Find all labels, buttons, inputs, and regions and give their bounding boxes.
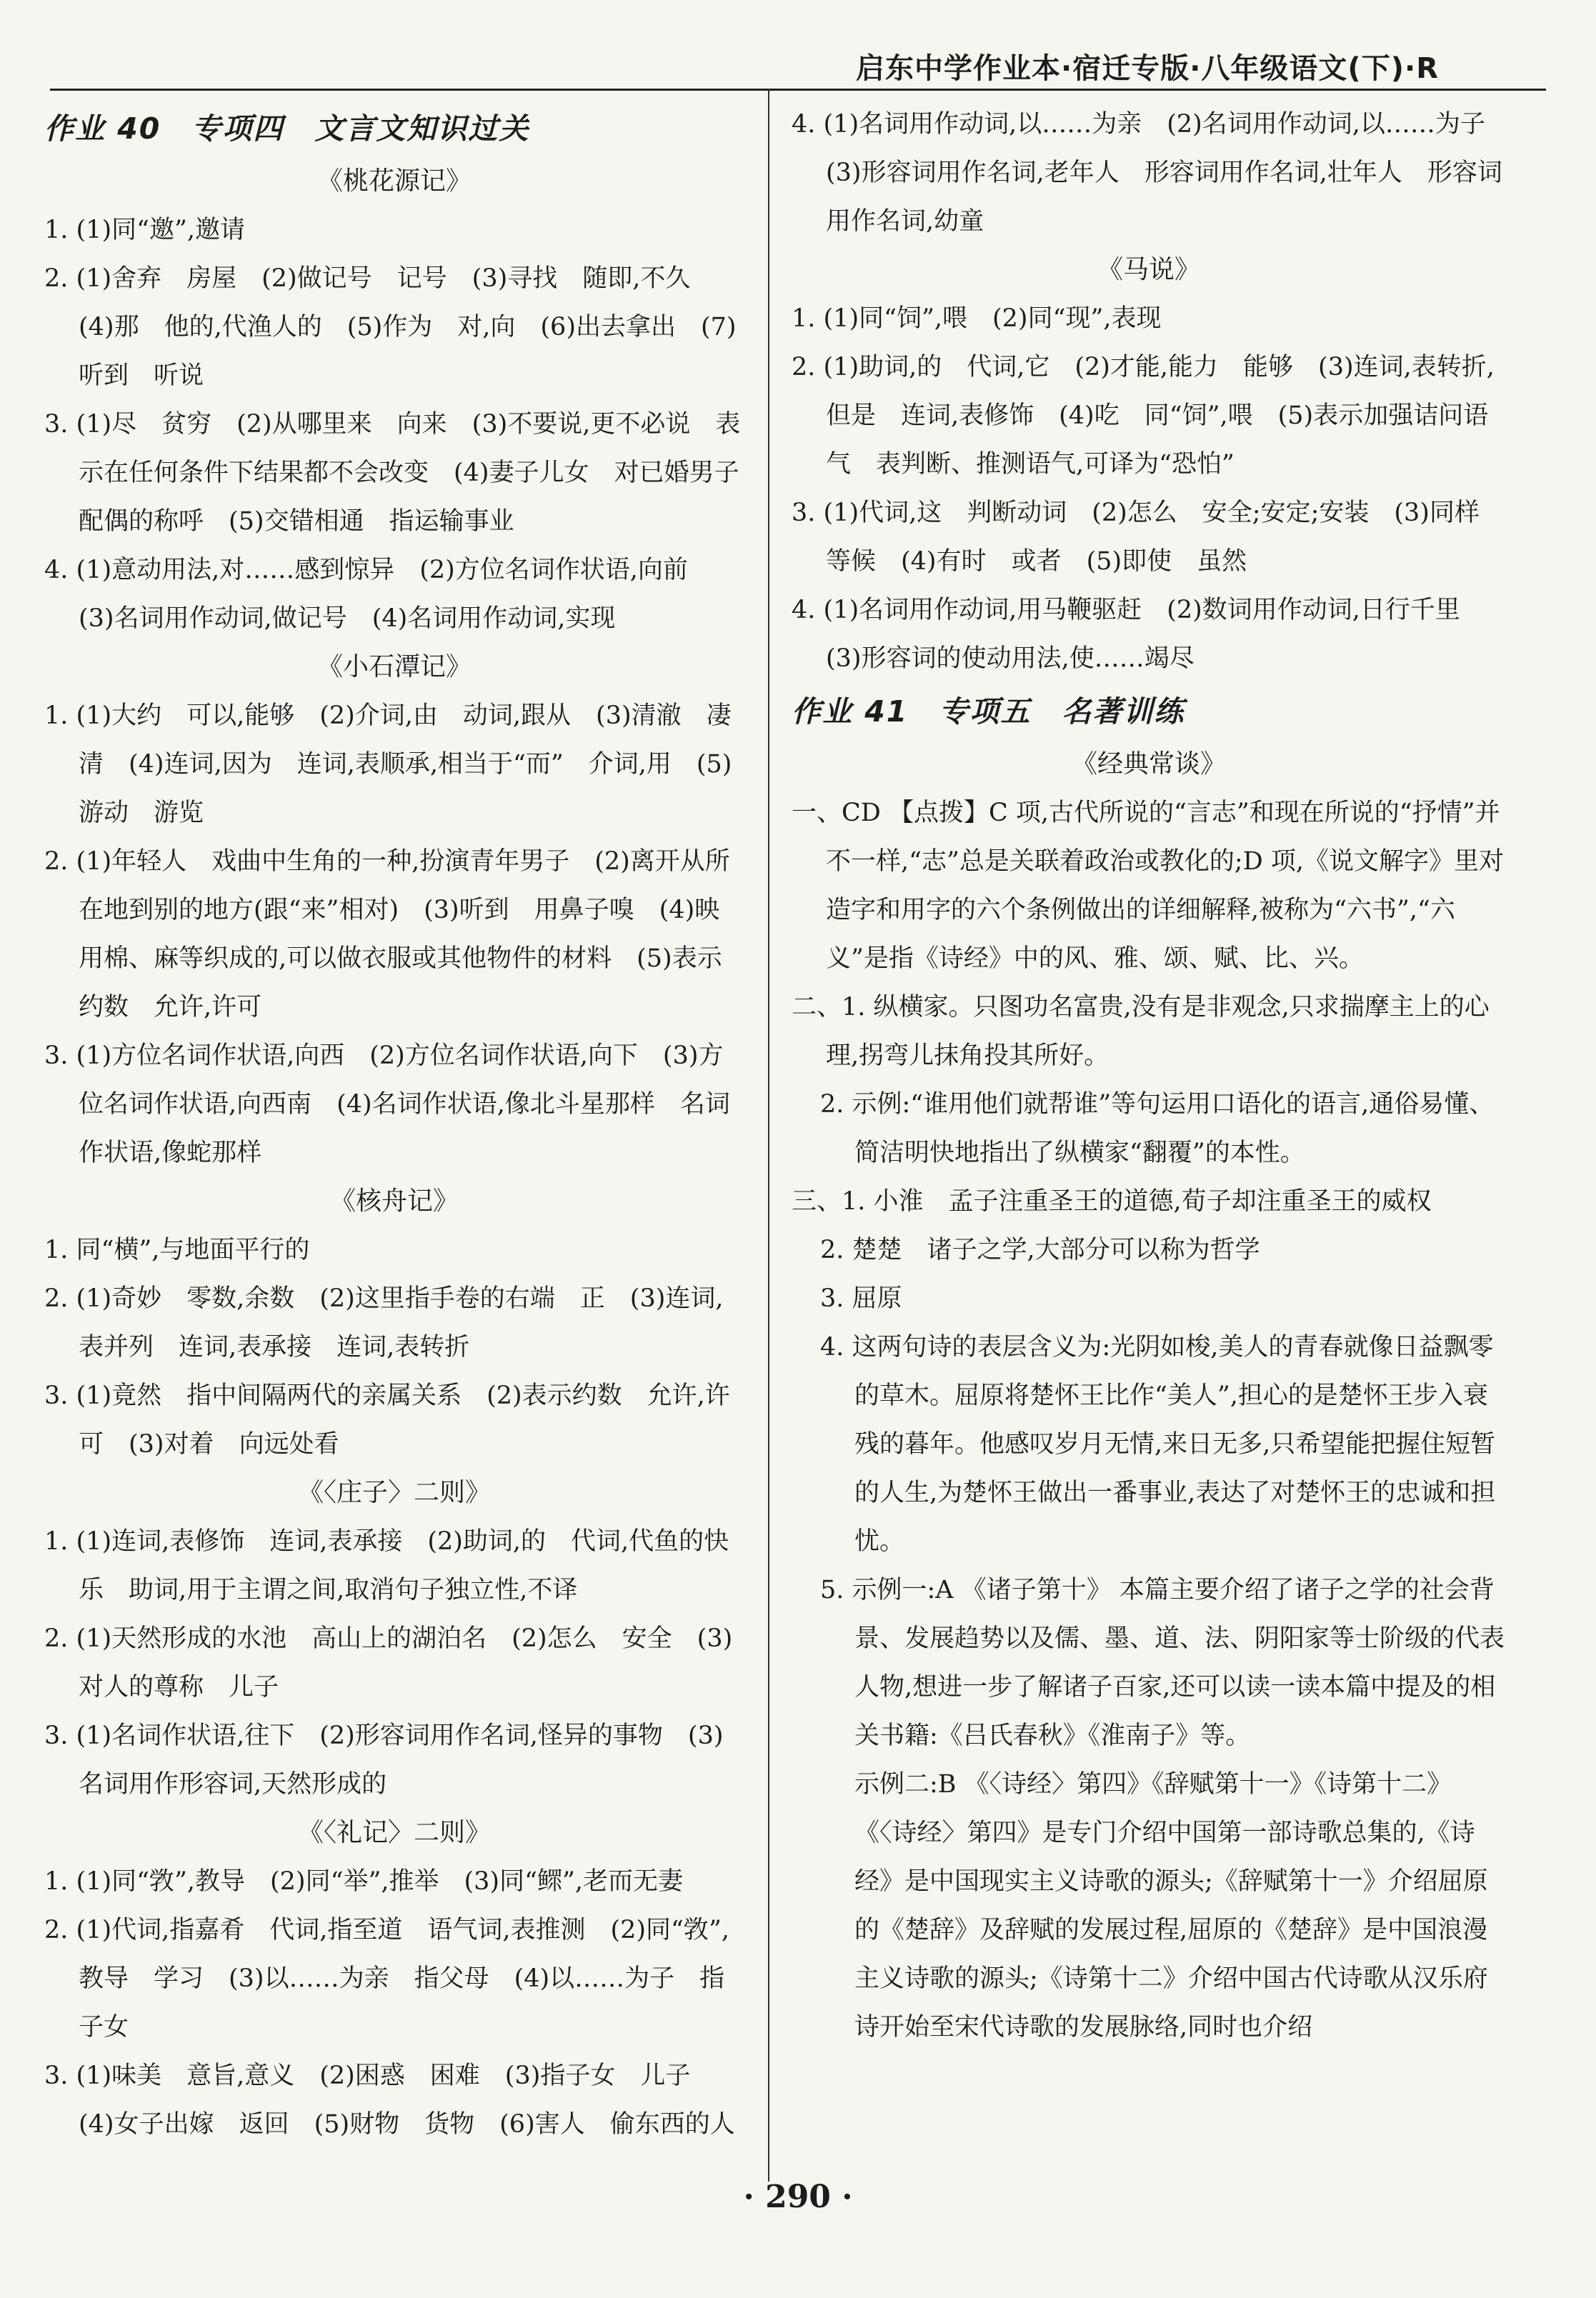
answer-item: 4. (1)名词用作动词,用马鞭驱赶 (2)数词用作动词,日行千里 (3)形容词的使动用法,使……竭尽 [792, 596, 1485, 673]
answer-item: 2. (1)天然形成的水池 高山上的湖泊名 (2)怎么 安全 (3)对人的尊称 儿子 [44, 1624, 733, 1702]
answer-item: 2. (1)代词,指嘉肴 代词,指至道 语气词,表推测 (2)同“敩”,教导 学习 (3)以……为亲 指父母 (4)以……为子 指子女 [44, 1916, 729, 2042]
answer-item: 2. (1)年轻人 戏曲中生角的一种,扮演青年男子 (2)离开从所在地到别的地方(跟“来”相对) (3)听到 用鼻子嗅 (4)映 用棉、麻等织成的,可以做衣服或其他物件的材料 (5)表示约数 允许,许可 [44, 847, 745, 1021]
section-title-taohuayuanji: 《桃花源记》 [316, 166, 472, 196]
answer-item: 1. (1)同“饲”,喂 (2)同“现”,表现 [792, 304, 1162, 333]
homework-41-heading: 作业 41 专项五 名著训练 [792, 694, 1185, 729]
answer-item: 1. 同“横”,与地面平行的 [44, 1236, 310, 1264]
answer-item: 2. (1)奇妙 零数,余数 (2)这里指手卷的右端 正 (3)连词,表并列 连词,表承接 连词,表转折 [44, 1284, 724, 1362]
answer-item: 3. (1)名词作状语,往下 (2)形容词用作名词,怪异的事物 (3)名词用作形容词,天然形成的 [44, 1722, 724, 1799]
answer-part-2-item-1: 二、1. 纵横家。只图功名富贵,没有是非观念,只求揣摩主上的心理,拐弯儿抹角投其所好。 [792, 993, 1490, 1070]
section-title-liji: 《〈礼记〉二则》 [297, 1818, 491, 1847]
section-title-xiaoshitanji: 《小石潭记》 [316, 652, 472, 681]
homework-40-heading: 作业 40 专项四 文言文知识过关 [44, 111, 530, 146]
answer-item: 3. (1)尽 贫穷 (2)从哪里来 向来 (3)不要说,更不必说 表示在任何条件下结果都不会改变 (4)妻子儿女 对已婚男子配偶的称呼 (5)交错相通 指运输事业 [44, 410, 741, 536]
section-title-zhuangzi: 《〈庄子〉二则》 [297, 1478, 491, 1507]
answer-part-3-item-5: 5. 示例一:A 《诸子第十》 本篇主要介绍了诸子之学的社会背景、发展趋势以及儒、墨、道、法、阴阳家等士阶级的代表人物,想进一步了解诸子百家,还可以读一读本篇中提及的相关书籍:《吕氏春秋》《淮南子》等。 [820, 1576, 1505, 1750]
answer-part-3-item-3: 3. 屈原 [820, 1284, 902, 1313]
answer-item: 1. (1)同“敩”,教导 (2)同“举”,推举 (3)同“鳏”,老而无妻 [44, 1867, 683, 1896]
page-header [50, 43, 1546, 91]
answer-part-2-item-2: 2. 示例:“谁用他们就帮谁”等句运用口语化的语言,通俗易懂、简洁明快地指出了纵横家“翻覆”的本性。 [820, 1090, 1495, 1167]
answer-item: 3. (1)方位名词作状语,向西 (2)方位名词作状语,向下 (3)方位名词作状语,向西南 (4)名词作状语,像北斗星那样 名词作状语,像蛇那样 [44, 1041, 730, 1167]
section-title-hezhouji: 《核舟记》 [329, 1187, 459, 1216]
answer-part-3-item-2: 2. 楚楚 诸子之学,大部分可以称为哲学 [820, 1236, 1260, 1264]
page-number: · 290 · [743, 2179, 853, 2215]
answer-part-3-item-1: 三、1. 小淮 孟子注重圣王的道德,荀子却注重圣王的威权 [792, 1187, 1432, 1216]
answer-item: 1. (1)同“邀”,邀请 [44, 216, 246, 244]
answer-item: 3. (1)代词,这 判断动词 (2)怎么 安全;安定;安装 (3)同样 等候 (4)有时 或者 (5)即使 虽然 [792, 499, 1505, 576]
left-column [44, 100, 744, 2149]
answer-part-3-item-5-example-2: 示例二:B 《〈诗经〉第四》《辞赋第十一》《诗第十二》 《〈诗经〉第四》是专门介绍中国第一部诗歌总集的,《诗经》是中国现实主义诗歌的源头;《辞赋第十一》介绍屈原的《楚辞》及辞赋的发展过程,屈原的《楚辞》是中国浪漫主义诗歌的源头;《诗第十二》介绍中国古代诗歌从汉乐府诗开始至宋代诗歌的发展脉络,同时也介绍 [854, 1770, 1488, 2042]
section-title-jingdianchangtan: 《经典常谈》 [1071, 749, 1226, 779]
answer-item: 2. (1)舍弃 房屋 (2)做记号 记号 (3)寻找 随即,不久 (4)那 他的,代渔人的 (5)作为 对,向 (6)出去拿出 (7)听到 听说 [44, 264, 737, 390]
answer-item: 3. (1)味美 意旨,意义 (2)困惑 困难 (3)指子女 儿子 (4)女子出嫁 返回 (5)财物 货物 (6)害人 偷东西的人 [44, 2062, 735, 2139]
answer-item: 4. (1)名词用作动词,以……为亲 (2)名词用作动词,以……为子 (3)形容词用作名词,老年人 形容词用作名词,壮年人 形容词用作名词,幼童 [792, 110, 1510, 236]
answer-item: 4. (1)意动用法,对……感到惊异 (2)方位名词作状语,向前 (3)名词用作动词,做记号 (4)名词用作动词,实现 [44, 556, 713, 633]
column-divider [768, 89, 769, 2182]
answer-part-3-item-4: 4. 这两句诗的表层含义为:光阴如梭,美人的青春就像日益飘零的草木。屈原将楚怀王比作“美人”,担心的是楚怀王步入衰残的暮年。他感叹岁月无情,来日无多,只希望能把握住短暂的人生,为楚怀王做出一番事业,表达了对楚怀王的忠诚和担忧。 [820, 1333, 1496, 1556]
answer-item: 3. (1)竟然 指中间隔两代的亲属关系 (2)表示约数 允许,许可 (3)对着 向远处看 [44, 1382, 730, 1459]
section-title-mashuo: 《马说》 [1097, 255, 1200, 284]
header-title: 启东中学作业本·宿迁专版·八年级语文(下)·R [856, 52, 1439, 85]
right-column [792, 100, 1510, 2052]
answer-item: 1. (1)大约 可以,能够 (2)介词,由 动词,跟从 (3)清澈 凄清 (4)连词,因为 连词,表顺承,相当于“而” 介词,用 (5)游动 游览 [44, 701, 732, 827]
answer-part-1: 一、CD 【点拨】C 项,古代所说的“言志”和现在所说的“抒情”并不一样,“志”总是关联着政治或教化的;D 项,《说文解字》里对造字和用字的六个条例做出的详细解释,被称为“六书”,“六义”是指《诗经》中的风、雅、颂、赋、比、兴。 [792, 799, 1505, 973]
answer-item: 2. (1)助词,的 代词,它 (2)才能,能力 能够 (3)连词,表转折,但是 连词,表修饰 (4)吃 同“饲”,喂 (5)表示加强诘问语气 表判断、推测语气,可译为“恐怕” [792, 353, 1495, 479]
answer-item: 1. (1)连词,表修饰 连词,表承接 (2)助词,的 代词,代鱼的快乐 助词,用于主谓之间,取消句子独立性,不译 [44, 1527, 729, 1604]
